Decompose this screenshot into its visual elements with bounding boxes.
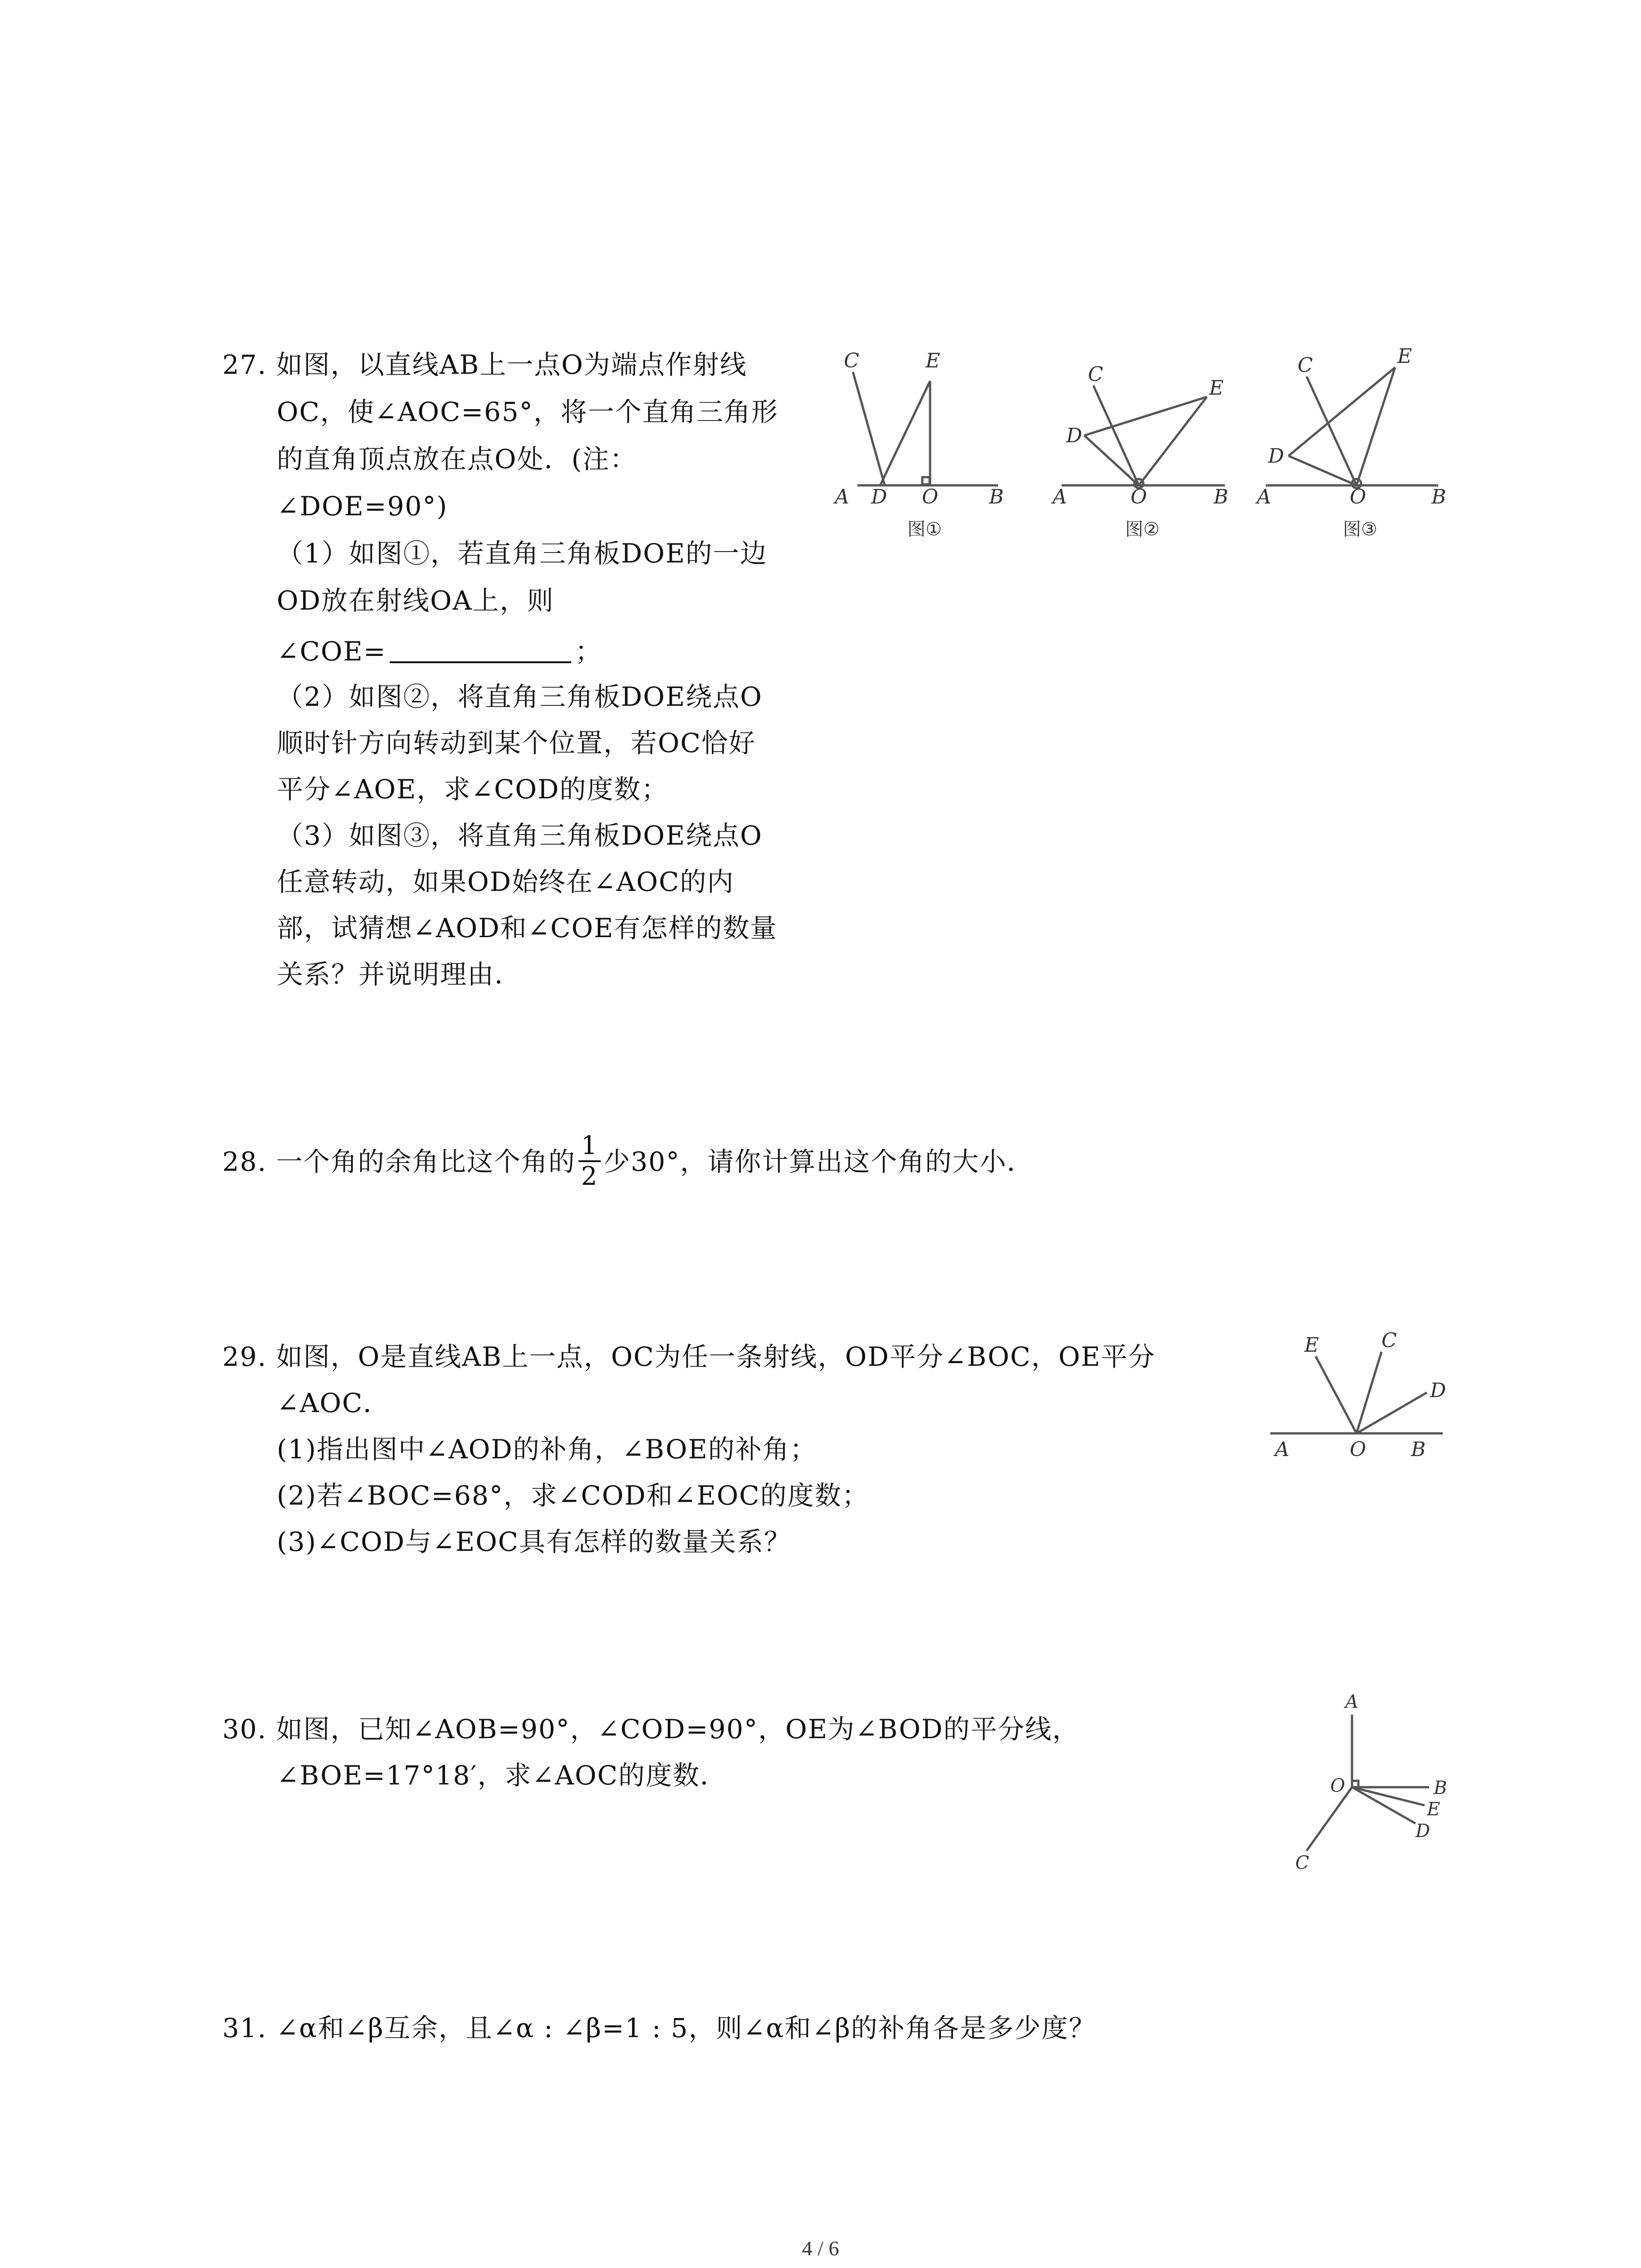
fig1-label-e: E	[926, 349, 941, 372]
q30-line-2: ∠BOE=17°18′，求∠AOC的度数．	[277, 1760, 727, 1791]
q27-line-12: 任意转动，如果OD始终在∠AOC的内	[277, 866, 735, 897]
q30-label-a: A	[1345, 1691, 1358, 1712]
fig2-label-d: D	[1066, 424, 1083, 447]
fig3-label-d: D	[1268, 445, 1284, 468]
q29-number: 29.	[222, 1341, 267, 1372]
fig1-caption: 图①	[907, 519, 942, 540]
q29-figure	[1261, 1325, 1452, 1461]
q29-label-e: E	[1304, 1334, 1319, 1357]
q29-label-o: O	[1350, 1438, 1367, 1461]
fig3-caption: 图③	[1343, 519, 1377, 540]
q29-label-a: A	[1275, 1438, 1289, 1461]
q30-label-d: D	[1416, 1821, 1430, 1842]
q27-line-2: OC，使∠AOC=65°，将一个直角三角形	[277, 396, 779, 427]
q27-line-6: OD放在射线OA上，则	[277, 585, 554, 616]
answer-blank[interactable]	[390, 639, 571, 663]
fig2-label-a: A	[1053, 485, 1067, 508]
q28-line: 28. 一个角的余角比这个角的 $\frac{1}{2}$ 少30°，请你计算出这个角的大小．	[222, 1131, 1034, 1191]
fig2-label-b: B	[1214, 485, 1229, 508]
fig3-label-a: A	[1257, 485, 1271, 508]
q29-line-2: ∠AOC．	[277, 1388, 391, 1418]
page-number: 4 / 6	[802, 2237, 839, 2260]
fig3-label-e: E	[1397, 345, 1412, 368]
q27-line-13: 部，试猜想∠AOD和∠COE有怎样的数量	[277, 913, 778, 943]
q27-figure-2	[1053, 354, 1234, 544]
q29-line-3: (1)指出图中∠AOD的补角，∠BOE的补角；	[277, 1434, 817, 1465]
q31-number: 31.	[222, 2013, 267, 2043]
q27-line-3: 的直角顶点放在点O处．(注：	[277, 444, 637, 474]
q30-number: 30.	[222, 1714, 267, 1745]
fig3-label-o: O	[1350, 485, 1367, 508]
q27-line-8: （2）如图②，将直角三角板DOE绕点O	[277, 681, 763, 712]
q27-number: 27.	[222, 349, 267, 380]
q29-line-4: (2)若∠BOC=68°，求∠COD和∠EOC的度数；	[277, 1480, 869, 1511]
q30-figure	[1279, 1692, 1461, 1882]
q30-label-o: O	[1330, 1775, 1345, 1796]
q27-line-14: 关系？并说明理由．	[277, 959, 522, 990]
q29-line-5: (3)∠COD与∠EOC具有怎样的数量关系？	[277, 1526, 792, 1557]
q27-figure-1	[835, 349, 1016, 544]
q29-line-1: 29. 如图，O是直线AB上一点，OC为任一条射线，OD平分∠BOC，OE平分	[222, 1341, 1156, 1372]
fig1-label-o: O	[922, 485, 939, 508]
q30-line-1: 30. 如图，已知∠AOB=90°，∠COD=90°，OE为∠BOD的平分线，	[222, 1714, 1080, 1745]
q27-line-10: 平分∠AOE，求∠COD的度数；	[277, 774, 669, 805]
q30-label-b: B	[1434, 1778, 1447, 1799]
fig1-label-c: C	[844, 349, 859, 372]
q31-line: 31. ∠α和∠β互余，且∠α : ∠β=1 : 5，则∠α和∠β的补角各是多少度？	[222, 2013, 1096, 2043]
q27-line-11: （3）如图③，将直角三角板DOE绕点O	[277, 820, 763, 851]
fig1-label-a: A	[835, 485, 849, 508]
fig3-label-b: B	[1431, 485, 1446, 508]
fig2-label-c: C	[1088, 363, 1103, 386]
q28-number: 28.	[222, 1146, 267, 1178]
q27-figure-3	[1257, 345, 1447, 544]
fig1-label-b: B	[989, 485, 1004, 508]
q27-line-1: 27. 如图，以直线AB上一点O为端点作射线	[222, 349, 747, 380]
fig2-label-o: O	[1131, 485, 1147, 508]
q27-line-4: ∠DOE=90°)	[277, 491, 448, 522]
q27-line-9: 顺时针方向转动到某个位置，若OC恰好	[277, 728, 756, 758]
q27-line-5: （1）如图①，若直角三角板DOE的一边	[277, 538, 768, 569]
fig2-label-e: E	[1209, 376, 1224, 400]
q29-label-c: C	[1381, 1329, 1397, 1352]
fig2-caption: 图②	[1125, 519, 1160, 540]
q27-line-7: ∠COE= ；	[277, 636, 603, 667]
q29-label-d: D	[1430, 1379, 1446, 1402]
fig3-label-c: C	[1298, 354, 1313, 377]
q30-label-c: C	[1295, 1853, 1309, 1873]
fig1-label-d: D	[871, 485, 887, 508]
q30-label-e: E	[1427, 1799, 1440, 1820]
q29-label-b: B	[1411, 1438, 1426, 1461]
fraction-one-half: $\frac{1}{2}$	[578, 1131, 601, 1191]
